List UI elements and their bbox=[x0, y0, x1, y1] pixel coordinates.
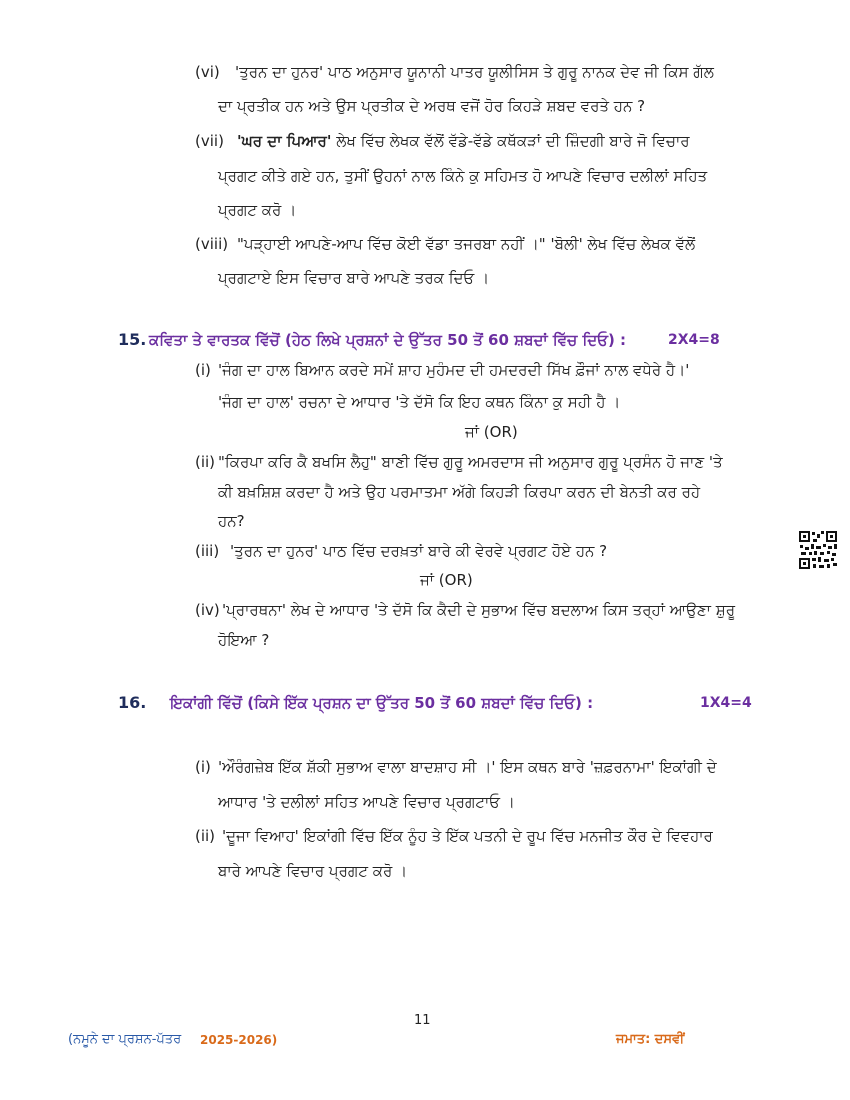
question-number: (viii) bbox=[195, 235, 229, 253]
question-number: (vii) bbox=[195, 132, 224, 150]
question-text-line: ਆਧਾਰ 'ਤੇ ਦਲੀਲਾਂ ਸਹਿਤ ਆਪਣੇ ਵਿਚਾਰ ਪ੍ਰਗਟਾਓ । bbox=[218, 793, 515, 811]
question-text-line: "ਪੜ੍ਹਾਈ ਆਪਣੇ-ਆਪ ਵਿੱਚ ਕੋਈ ਵੱਡਾ ਤਜਰਬਾ ਨਹੀਂ ।" 'ਬੋਲੀ' ਲੇਖ ਵਿੱਚ ਲੇਖਕ ਵੱਲੋਂ bbox=[237, 235, 696, 253]
essay-title: 'ਘਰ ਦਾ ਪਿਆਰ' bbox=[237, 132, 332, 150]
question-text-line: 'ਜੰਗ ਦਾ ਹਾਲ' ਰਚਨਾ ਦੇ ਆਧਾਰ 'ਤੇ ਦੱਸੋ ਕਿ ਇਹ ਕਥਨ ਕਿੰਨਾ ਕੁ ਸਹੀ ਹੈ । bbox=[218, 393, 621, 411]
question-text-line: "ਕਿਰਪਾ ਕਰਿ ਕੈ ਬਖਸਿ ਲੈਹੁ" ਬਾਣੀ ਵਿੱਚ ਗੁਰੂ ਅਮਰਦਾਸ ਜੀ ਅਨੁਸਾਰ ਗੁਰੂ ਪ੍ਰਸੰਨ ਹੋ ਜਾਣ 'ਤੇ bbox=[218, 453, 723, 471]
section-heading: ਕਵਿਤਾ ਤੇ ਵਾਰਤਕ ਵਿੱਚੋਂ (ਹੇਠ ਲਿਖੇ ਪ੍ਰਸ਼ਨਾਂ ਦੇ ਉੱਤਰ 50 ਤੋਂ 60 ਸ਼ਬਦਾਂ ਵਿੱਚ ਦਿਓ) : bbox=[149, 331, 627, 349]
question-text-line: 'ਪ੍ਰਾਰਥਨਾ' ਲੇਖ ਦੇ ਆਧਾਰ 'ਤੇ ਦੱਸੋ ਕਿ ਕੈਦੀ ਦੇ ਸੁਭਾਅ ਵਿੱਚ ਬਦਲਾਅ ਕਿਸ ਤਰ੍ਹਾਂ ਆਉਣਾ ਸ਼ੁਰੂ bbox=[222, 601, 735, 619]
question-text-line: 'ਤੁਰਨ ਦਾ ਹੁਨਰ' ਪਾਠ ਵਿੱਚ ਦਰਖ਼ਤਾਂ ਬਾਰੇ ਕੀ ਵੇਰਵੇ ਪ੍ਰਗਟ ਹੋਏ ਹਨ ? bbox=[230, 542, 608, 560]
section-marks: 1X4=4 bbox=[700, 695, 752, 711]
section-number: 15. bbox=[118, 330, 147, 349]
qr-code-icon bbox=[798, 530, 838, 570]
question-text-line: 'ਔਰੰਗਜ਼ੇਬ ਇੱਕ ਸ਼ੱਕੀ ਸੁਭਾਅ ਵਾਲਾ ਬਾਦਸ਼ਾਹ ਸੀ ।' ਇਸ ਕਥਨ ਬਾਰੇ 'ਜ਼ਫ਼ਰਨਾਮਾ' ਇਕਾਂਗੀ ਦੇ bbox=[218, 758, 717, 776]
question-text-line: ਪ੍ਰਗਟ ਕੀਤੇ ਗਏ ਹਨ, ਤੁਸੀਂ ਉਹਨਾਂ ਨਾਲ ਕਿੰਨੇ ਕੁ ਸਹਿਮਤ ਹੋ ਆਪਣੇ ਵਿਚਾਰ ਦਲੀਲਾਂ ਸਹਿਤ bbox=[218, 167, 708, 185]
question-number: (iv) bbox=[195, 601, 220, 619]
question-text-line: ਹੋਇਆ ? bbox=[218, 631, 270, 649]
question-text-line bbox=[237, 131, 690, 151]
question-number: (ii) bbox=[195, 827, 216, 845]
footer-year: 2025-2026) bbox=[200, 1033, 278, 1047]
question-number: (i) bbox=[195, 361, 211, 379]
question-text-line: ਹਨ? bbox=[218, 512, 245, 530]
or-label: ਜਾਂ (OR) bbox=[465, 423, 518, 441]
section-marks: 2X4=8 bbox=[668, 332, 720, 348]
footer-class-label: ਜਮਾਤ: ਦਸਵੀਂ bbox=[616, 1032, 685, 1047]
section-heading: ਇਕਾਂਗੀ ਵਿੱਚੋਂ (ਕਿਸੇ ਇੱਕ ਪ੍ਰਸ਼ਨ ਦਾ ਉੱਤਰ 50 ਤੋਂ 60 ਸ਼ਬਦਾਂ ਵਿੱਚ ਦਿਓ) : bbox=[170, 694, 594, 712]
section-number: 16. bbox=[118, 693, 147, 712]
question-text-line: 'ਜੰਗ ਦਾ ਹਾਲ ਬਿਆਨ ਕਰਦੇ ਸਮੇਂ ਸ਼ਾਹ ਮੁਹੰਮਦ ਦੀ ਹਮਦਰਦੀ ਸਿੱਖ ਫ਼ੌਜਾਂ ਨਾਲ ਵਧੇਰੇ ਹੈ।' bbox=[218, 361, 690, 379]
question-number: (i) bbox=[195, 758, 211, 776]
question-text-line: 'ਤੁਰਨ ਦਾ ਹੁਨਰ' ਪਾਠ ਅਨੁਸਾਰ ਯੂਨਾਨੀ ਪਾਤਰ ਯੂਲੀਸਿਸ ਤੇ ਗੁਰੂ ਨਾਨਕ ਦੇਵ ਜੀ ਕਿਸ ਗੱਲ bbox=[235, 63, 714, 81]
question-text-line: 'ਦੂਜਾ ਵਿਆਹ' ਇਕਾਂਗੀ ਵਿੱਚ ਇੱਕ ਨੂੰਹ ਤੇ ਇੱਕ ਪਤਨੀ ਦੇ ਰੂਪ ਵਿੱਚ ਮਨਜੀਤ ਕੌਰ ਦੇ ਵਿਵਹਾਰ bbox=[222, 827, 713, 845]
question-number: (iii) bbox=[195, 542, 220, 560]
or-label: ਜਾਂ (OR) bbox=[420, 571, 473, 589]
question-text-line: ਕੀ ਬਖ਼ਸ਼ਿਸ਼ ਕਰਦਾ ਹੈ ਅਤੇ ਉਹ ਪਰਮਾਤਮਾ ਅੱਗੇ ਕਿਹੜੀ ਕਿਰਪਾ ਕਰਨ ਦੀ ਬੇਨਤੀ ਕਰ ਰਹੇ bbox=[218, 483, 701, 501]
question-text-line: ਦਾ ਪ੍ਰਤੀਕ ਹਨ ਅਤੇ ਉਸ ਪ੍ਰਤੀਕ ਦੇ ਅਰਥ ਵਜੋਂ ਹੋਰ ਕਿਹੜੇ ਸ਼ਬਦ ਵਰਤੇ ਹਨ ? bbox=[218, 97, 646, 115]
question-number: (vi) bbox=[195, 63, 220, 81]
page-number: 11 bbox=[414, 1013, 431, 1028]
footer-left-label: (ਨਮੂਨੇ ਦਾ ਪ੍ਰਸ਼ਨ-ਪੱਤਰ bbox=[68, 1032, 182, 1047]
question-text-rest: ਲੇਖ ਵਿੱਚ ਲੇਖਕ ਵੱਲੋਂ ਵੱਡੇ-ਵੱਡੇ ਕਥੱਕੜਾਂ ਦੀ ਜ਼ਿੰਦਗੀ ਬਾਰੇ ਜੋ ਵਿਚਾਰ bbox=[331, 132, 690, 150]
question-number: (ii) bbox=[195, 453, 216, 471]
question-text-line: ਬਾਰੇ ਆਪਣੇ ਵਿਚਾਰ ਪ੍ਰਗਟ ਕਰੋ । bbox=[218, 862, 408, 880]
question-text-line: ਪ੍ਰਗਟਾਏ ਇਸ ਵਿਚਾਰ ਬਾਰੇ ਆਪਣੇ ਤਰਕ ਦਿਓ । bbox=[218, 269, 490, 287]
question-text-line: ਪ੍ਰਗਟ ਕਰੋ । bbox=[218, 201, 297, 219]
